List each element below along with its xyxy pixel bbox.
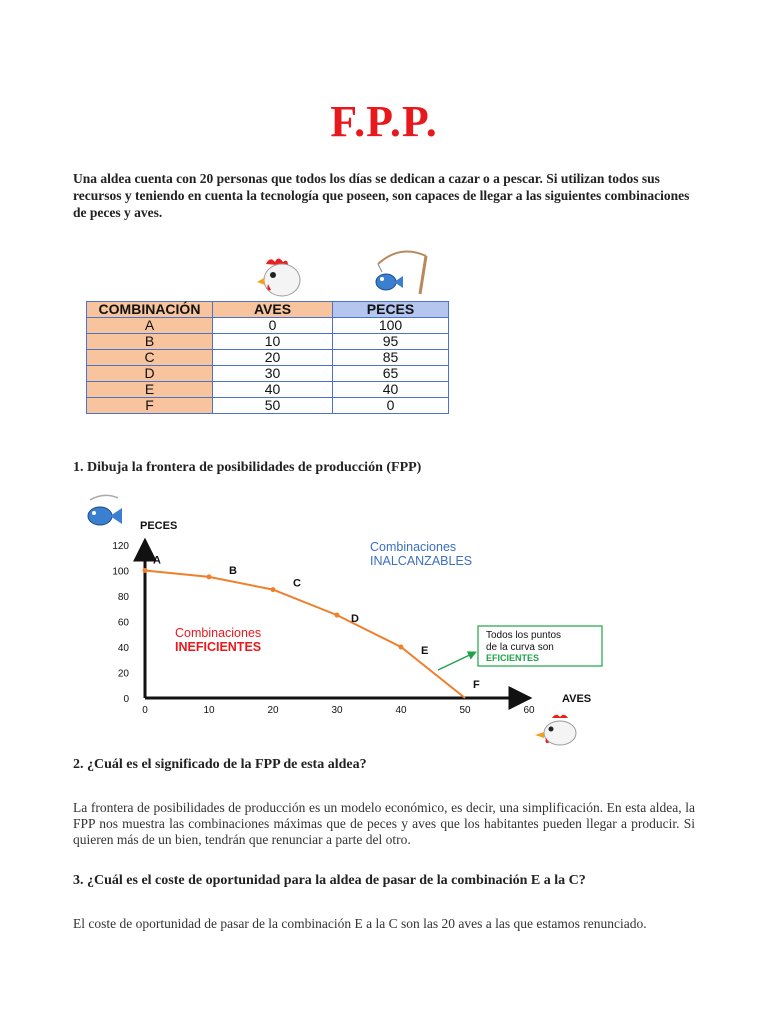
chicken-icon (256, 254, 304, 303)
cell-combinacion: A (87, 318, 213, 334)
question-2: 2. ¿Cuál es el significado de la FPP de esta aldea? (73, 757, 367, 772)
header-aves: AVES (213, 302, 333, 318)
cell-combinacion: D (87, 366, 213, 382)
fpp-point (271, 587, 276, 592)
fpp-point (335, 613, 340, 618)
y-tick-label: 100 (112, 566, 129, 578)
x-tick-label: 10 (203, 705, 215, 716)
question-3: 3. ¿Cuál es el coste de oportunidad para la aldea de pasar de la combinación E a la C? (73, 873, 586, 888)
fpp-point (143, 568, 148, 573)
question-1: 1. Dibuja la frontera de posibilidades de producción (FPP) (73, 460, 422, 475)
cell-peces: 85 (333, 350, 449, 366)
fpp-point (207, 574, 212, 579)
inefficient-label-2: INEFICIENTES (175, 640, 262, 654)
cell-combinacion: E (87, 382, 213, 398)
header-peces: PECES (333, 302, 449, 318)
x-tick-label: 0 (142, 705, 148, 716)
cell-peces: 0 (333, 398, 449, 414)
point-label-c: C (293, 577, 301, 590)
y-tick-label: 0 (123, 694, 129, 705)
cell-aves: 50 (213, 398, 333, 414)
cell-peces: 95 (333, 334, 449, 350)
fpp-point (399, 645, 404, 650)
table-row (87, 382, 449, 398)
cell-peces: 40 (333, 382, 449, 398)
x-tick-label: 50 (459, 705, 471, 716)
y-tick-label: 80 (117, 592, 129, 603)
y-tick-label: 60 (117, 617, 129, 629)
intro-paragraph: Una aldea cuenta con 20 personas que todos los días se dedican a cazar o a pescar. Si utilizan todos sus recursos y teniendo en cuenta la tecnología que poseen, son capaces de llegar a las siguientes combinaciones de peces y aves. (73, 171, 690, 220)
cell-combinacion: C (87, 350, 213, 366)
header-combinacion: COMBINACIÓN (87, 302, 213, 318)
table-row (87, 334, 449, 350)
unreachable-label-1: Combinaciones (370, 540, 457, 554)
efficient-label-3: EFICIENTES (486, 653, 540, 663)
x-tick-label: 40 (395, 705, 407, 716)
y-tick-labels (112, 541, 129, 705)
y-tick-label: 40 (117, 643, 129, 654)
unreachable-label-2: INALCANZABLES (370, 554, 473, 568)
cell-aves: 10 (213, 334, 333, 350)
point-label-e: E (421, 645, 429, 657)
y-tick-label: 120 (112, 541, 129, 552)
table-header-row (87, 302, 449, 318)
x-tick-label: 20 (267, 705, 279, 716)
efficient-arrow (438, 652, 476, 670)
fpp-chart (0, 505, 768, 720)
y-tick-label: 20 (117, 668, 129, 680)
inefficient-label-1: Combinaciones (175, 626, 262, 640)
point-label-a: A (153, 554, 161, 567)
cell-aves: 30 (213, 366, 333, 382)
cell-peces: 65 (333, 366, 449, 382)
cell-combinacion: B (87, 334, 213, 350)
point-label-f: F (473, 679, 480, 691)
y-axis-label: PECES (140, 520, 178, 532)
efficient-label-1: Todos los puntos (486, 630, 562, 641)
cell-aves: 20 (213, 350, 333, 366)
cell-peces: 100 (333, 318, 449, 334)
answer-2: La frontera de posibilidades de producción es un modelo económico, es decir, una simplificación. En esta aldea, la FPP nos muestra las combinaciones máximas que de peces y aves que los habitantes pueden llegar a producir. Si quieren más de un bien, tendrán que renunciar a parte del otro. (73, 800, 695, 847)
efficient-label-2: de la curva son (486, 642, 554, 653)
x-tick-label: 60 (523, 705, 535, 716)
point-label-d: D (351, 613, 359, 626)
x-axis-label: AVES (562, 693, 592, 705)
table-row (87, 318, 449, 334)
page-title: F.P.P. (330, 97, 438, 146)
combinations-table (86, 301, 449, 414)
point-label-b: B (229, 564, 237, 577)
x-tick-label: 30 (331, 705, 343, 716)
table-row (87, 350, 449, 366)
answer-3: El coste de oportunidad de pasar de la combinación E a la C son las 20 aves a las que estamos renunciado. (73, 916, 647, 931)
x-tick-labels (142, 705, 535, 716)
cell-aves: 40 (213, 382, 333, 398)
table-row (87, 366, 449, 382)
table-row (87, 398, 449, 414)
cell-aves: 0 (213, 318, 333, 334)
fish-rod-icon (370, 250, 436, 301)
cell-combinacion: F (87, 398, 213, 414)
